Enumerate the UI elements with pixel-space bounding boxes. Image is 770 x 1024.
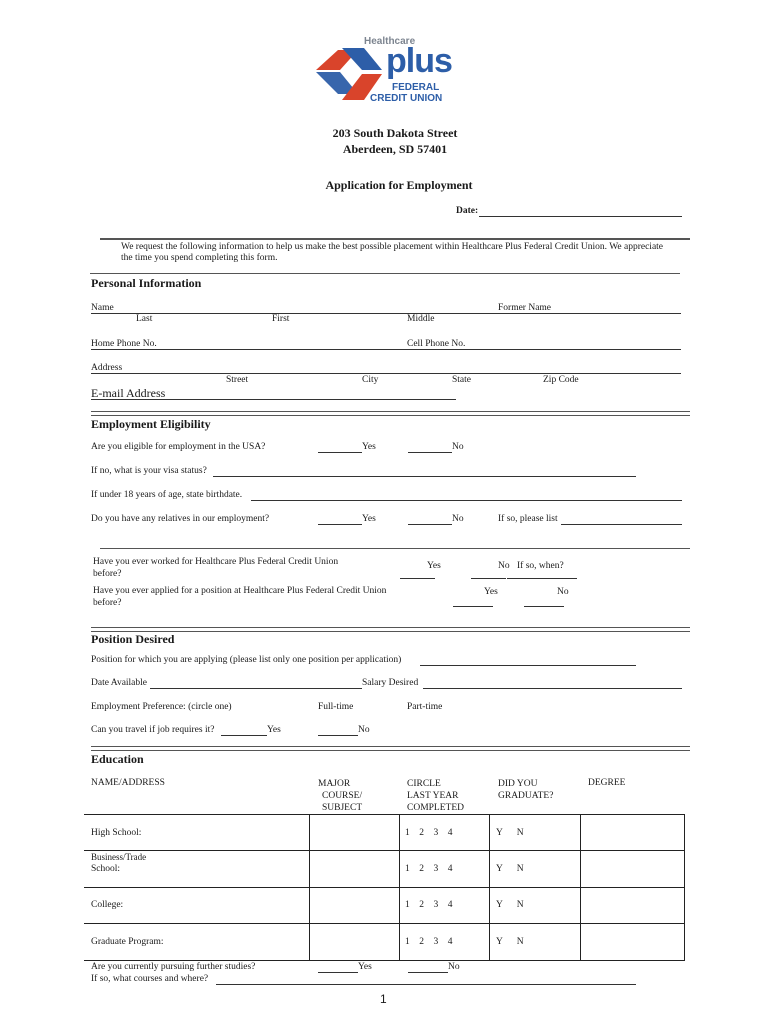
worked-when-field[interactable] [507,578,577,579]
worked-no-field[interactable] [471,578,506,579]
col-major-header [318,778,362,814]
graduate-label: Graduate Program: [91,937,164,947]
city-label: City [362,375,379,385]
travel-label: Can you travel if job requires it? [91,725,215,735]
date-available-field[interactable] [150,688,362,689]
applying-label: Position for which you are applying (please list only one position per application) [91,655,402,665]
high-school-graduated[interactable]: Y N [496,828,524,838]
logo-federal: FEDERAL [392,82,440,93]
college-label: College: [91,900,124,910]
usa-question: Are you eligible for employment in the USA? [91,442,266,452]
former-name-label: Former Name [498,303,552,313]
visa-label: If no, what is your visa status? [91,466,207,476]
education-heading: Education [91,752,144,766]
phone-field[interactable] [91,349,681,350]
college-graduated[interactable]: Y N [496,900,524,910]
usa-yes-label: Yes [362,442,376,452]
college-degree-cell[interactable] [582,888,684,922]
personal-heading: Personal Information [91,276,202,290]
eligibility-heading: Employment Eligibility [91,417,211,431]
courses-label: If so, what courses and where? [91,974,209,984]
col-name-header: NAME/ADDRESS [91,778,165,788]
email-label: E-mail Address [91,386,166,400]
col-circle-line3: COMPLETED [407,803,464,813]
high-school-degree-cell[interactable] [582,815,684,849]
worked-when-label: If so, when? [517,561,564,571]
logo-plus: plus [386,42,452,80]
first-label: First [272,314,290,324]
worked-yes-label: Yes [427,561,441,571]
applied-yes-label: Yes [484,587,498,597]
email-field[interactable] [91,399,456,400]
business-school-graduated[interactable]: Y N [496,864,524,874]
zip-label: Zip Code [543,375,579,385]
under18-label: If under 18 years of age, state birthdate. [91,490,243,500]
name-label: Name [91,303,114,313]
high-school-major-cell[interactable] [310,815,398,849]
business-school-major-cell[interactable] [310,851,398,885]
home-phone-label: Home Phone No. [91,339,157,349]
eligibility-mid-rule [100,548,690,549]
travel-no-field[interactable] [318,735,358,736]
name-field[interactable] [91,313,681,314]
cell-phone-label: Cell Phone No. [407,339,466,349]
logo-top-text: Healthcare [364,36,416,47]
position-rule [91,627,690,632]
applied-yes-field[interactable] [453,606,493,607]
col-major-line3: SUBJECT [322,803,363,813]
graduate-degree-cell[interactable] [582,924,684,958]
further-studies-question: Are you currently pursuing further studies? [91,962,256,972]
further-yes-field[interactable] [318,972,358,973]
worked-no-label: No [498,561,510,571]
graduate-years[interactable]: 1 2 3 4 [405,937,453,947]
position-heading: Position Desired [91,632,175,646]
date-label: Date: [456,206,479,216]
intro-bottom-rule [90,273,680,274]
last-label: Last [136,314,153,324]
col-grad-line1: DID YOU [498,779,538,789]
col-circle-header [407,778,464,814]
high-school-label: High School: [91,828,142,838]
travel-yes-field[interactable] [221,735,267,736]
further-no-label: No [448,962,460,972]
high-school-years[interactable]: 1 2 3 4 [405,828,453,838]
address-field[interactable] [91,373,681,374]
business-trade-label: Business/Trade [91,852,147,862]
col-degree-header: DEGREE [588,778,626,788]
date-field[interactable] [479,216,682,217]
education-rule [91,746,690,751]
col-major-line2: COURSE/ [322,791,363,801]
relatives-yes-label: Yes [362,514,376,524]
date-available-label: Date Available [91,678,148,688]
applied-question: Have you ever applied for a position at Healthcare Plus Federal Credit Union before? [93,586,387,608]
business-school-years[interactable]: 1 2 3 4 [405,864,453,874]
salary-field[interactable] [423,688,682,689]
logo [312,36,472,110]
eligibility-rule [91,411,690,416]
travel-yes-label: Yes [267,725,281,735]
courses-field[interactable] [216,984,636,985]
worked-question: Have you ever worked for Healthcare Plus Federal Credit Union before? [93,557,339,579]
col-grad-line2: GRADUATE? [498,791,554,801]
college-major-cell[interactable] [310,888,398,922]
state-label: State [452,375,471,385]
address-city: Aberdeen, SD 57401 [342,142,448,156]
address-label: Address [91,363,123,373]
part-time-option[interactable]: Part-time [407,702,443,712]
applying-field[interactable] [420,665,636,666]
graduate-major-cell[interactable] [310,924,398,958]
applied-no-label: No [557,587,569,597]
college-years[interactable]: 1 2 3 4 [405,900,453,910]
salary-label: Salary Desired [362,678,419,688]
relatives-no-field[interactable] [408,524,452,525]
birthdate-field[interactable] [251,500,682,501]
relatives-list-label: If so, please list [498,514,558,524]
col-circle-line2: LAST YEAR [407,791,459,801]
middle-label: Middle [407,314,435,324]
intro-top-rule [100,238,690,240]
relatives-question: Do you have any relatives in our employment? [91,514,270,524]
usa-yes-field[interactable] [318,452,362,453]
business-school-label: School: [91,864,121,874]
further-no-field[interactable] [408,972,448,973]
col-grad-header [498,778,553,802]
logo-credit-union: CREDIT UNION [370,93,443,104]
visa-field[interactable] [213,476,636,477]
graduate-graduated[interactable]: Y N [496,937,524,947]
relatives-list-field[interactable] [561,524,682,525]
form-title: Application for Employment [325,178,473,192]
col-circle-line1: CIRCLE [407,779,441,789]
intro-text: We request the following information to help us make the best possible placement within Healthcare Plus Federal Credit Union. We appreciate the time you spend completing this form. [121,242,664,263]
further-yes-label: Yes [358,962,372,972]
col-major-line1: MAJOR [318,779,351,789]
travel-no-label: No [358,725,370,735]
relatives-yes-field[interactable] [318,524,362,525]
relatives-no-label: No [452,514,464,524]
full-time-option[interactable]: Full-time [318,702,354,712]
street-label: Street [226,375,249,385]
business-school-degree-cell[interactable] [582,851,684,885]
preference-label: Employment Preference: (circle one) [91,702,232,712]
usa-no-field[interactable] [408,452,452,453]
address-street: 203 South Dakota Street [332,126,458,140]
applied-no-field[interactable] [524,606,564,607]
worked-yes-field[interactable] [400,578,435,579]
usa-no-label: No [452,442,464,452]
page-number: 1 [380,992,387,1006]
